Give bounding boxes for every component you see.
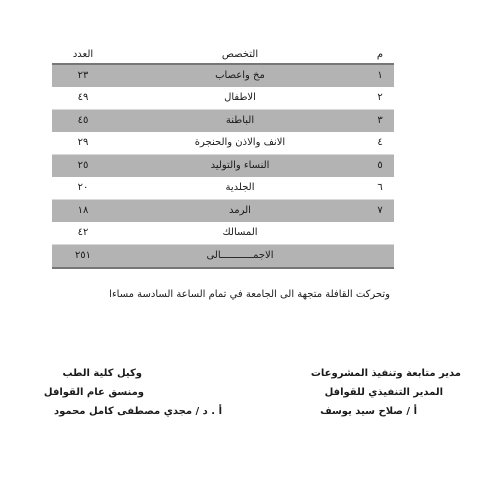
signature-title: مدير متابعة وتنفيذ المشروعات bbox=[310, 368, 461, 379]
row-count: ٢٥ bbox=[52, 155, 114, 178]
signature-role: ومنسق عام القوافل bbox=[43, 387, 144, 398]
row-specialty: الرمد bbox=[114, 200, 366, 223]
signature-block-right bbox=[261, 368, 461, 425]
row-count: ٤٢ bbox=[52, 222, 114, 245]
row-num: ٦ bbox=[366, 177, 394, 200]
departure-note: وتحركت القافلة متجهة الى الجامعة في تمام الساعة السادسة مساءا bbox=[109, 289, 390, 300]
row-specialty: النساء والتوليد bbox=[114, 155, 366, 178]
row-count: ٢٩ bbox=[52, 132, 114, 155]
row-specialty: الجلدية bbox=[114, 177, 366, 200]
total-label: الاجمـــــــــــالى bbox=[114, 245, 366, 269]
row-count: ٢٣ bbox=[52, 64, 114, 87]
signature-name: أ / صلاح سيد يوسف bbox=[320, 406, 417, 417]
header-count: العدد bbox=[52, 38, 114, 64]
row-specialty: مخ واعصاب bbox=[114, 64, 366, 87]
row-specialty: الباطنة bbox=[114, 110, 366, 133]
row-num: ٣ bbox=[366, 110, 394, 133]
table-row bbox=[52, 200, 394, 223]
header-num: م bbox=[366, 38, 394, 64]
table-row bbox=[52, 64, 394, 87]
row-num: ١ bbox=[366, 64, 394, 87]
row-num: ٥ bbox=[366, 155, 394, 178]
signature-name: أ . د / مجدي مصطفى كامل محمود bbox=[53, 406, 222, 417]
row-num: ٢ bbox=[366, 87, 394, 110]
row-num: ٧ bbox=[366, 200, 394, 223]
table-row bbox=[52, 132, 394, 155]
signature-block-left bbox=[12, 368, 222, 425]
row-num bbox=[366, 222, 394, 245]
total-count: ٢٥١ bbox=[52, 245, 114, 269]
signature-title: وكيل كلية الطب bbox=[62, 368, 142, 379]
row-specialty: الاطفال bbox=[114, 87, 366, 110]
table-row bbox=[52, 155, 394, 178]
table-total-row bbox=[52, 245, 394, 269]
row-count: ٤٥ bbox=[52, 110, 114, 133]
row-count: ٤٩ bbox=[52, 87, 114, 110]
specialties-table bbox=[52, 38, 394, 269]
row-count: ٢٠ bbox=[52, 177, 114, 200]
table-row bbox=[52, 87, 394, 110]
table-header-row bbox=[52, 38, 394, 64]
table-row bbox=[52, 177, 394, 200]
row-specialty: الانف والاذن والحنجرة bbox=[114, 132, 366, 155]
row-specialty: المسالك bbox=[114, 222, 366, 245]
signature-role: المدير التنفيذي للقوافل bbox=[324, 387, 443, 398]
total-num-cell bbox=[366, 245, 394, 269]
row-num: ٤ bbox=[366, 132, 394, 155]
table-row bbox=[52, 110, 394, 133]
row-count: ١٨ bbox=[52, 200, 114, 223]
table-row bbox=[52, 222, 394, 245]
header-specialty: التخصص bbox=[114, 38, 366, 64]
